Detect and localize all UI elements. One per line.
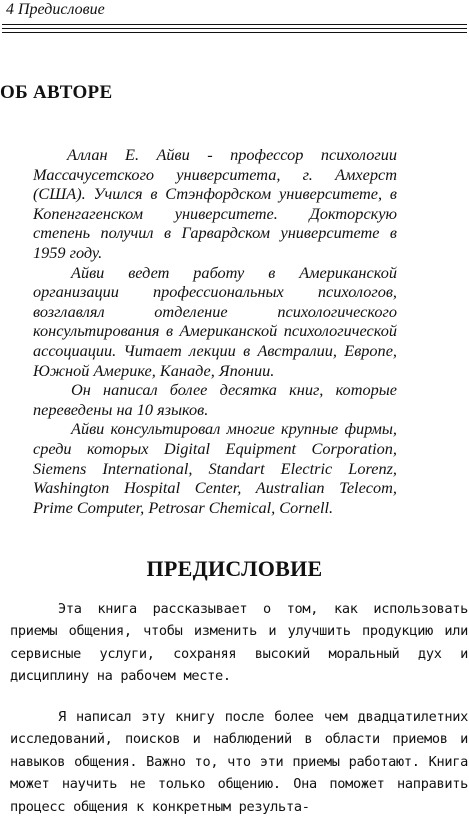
preface-paragraph: Эта книга рассказывает о том, как использовать приемы общения, чтобы изменить и улучшить продукцию или сервисные услуги, сохраняя высокий моральный дух и дисциплину на рабочем месте. [10, 601, 468, 685]
header-rule [2, 24, 467, 36]
header-rule-line [2, 28, 467, 29]
author-bio [33, 145, 397, 517]
bio-paragraph: Айви ведет работу в Американской организации профессиональных психологов, возглавлял отделение психологического консультирования в Американской психологической ассоциации. Читает лекции в Австралии, Европе, Южной Америке, Канаде, Японии. [33, 262, 397, 380]
bio-paragraph: Айви консультировал многие крупные фирмы, среди которых Digital Equipment Corporation, Siemens International, Standart Electric Lorenz, Washington Hospital Center, Australian Telecom, Prime Computer, Petrosar Chemical, Cornell. [33, 419, 397, 517]
preface-text [10, 706, 468, 818]
preface-text [10, 598, 468, 688]
running-head: 4 Предисловие [6, 1, 105, 18]
bio-paragraph: Он написал более десятка книг, которые переведены на 10 языков. [33, 380, 397, 419]
preface-paragraph: Я написал эту книгу после более чем двадцатилетних исследований, поисков и наблюдений в области приемов и навыков общения. Важно то, что эти приемы работают. Книга может научить не только общению. Она поможет направить процесс общения к конкретным результа- [10, 709, 468, 815]
bio-paragraph: Аллан Е. Айви - профессор психологии Массачусетского университета, г. Амхерст (США). Учился в Стэнфордском университете, в Копенгагенском университете. Докторскую степень получил в Гарвардском университете в 1959 году. [33, 145, 397, 262]
header-rule-line [2, 32, 467, 33]
header-rule-line [2, 24, 467, 25]
preface-heading: ПРЕДИСЛОВИЕ [146, 556, 323, 581]
about-author-heading: ОБ АВТОРЕ [0, 82, 113, 103]
